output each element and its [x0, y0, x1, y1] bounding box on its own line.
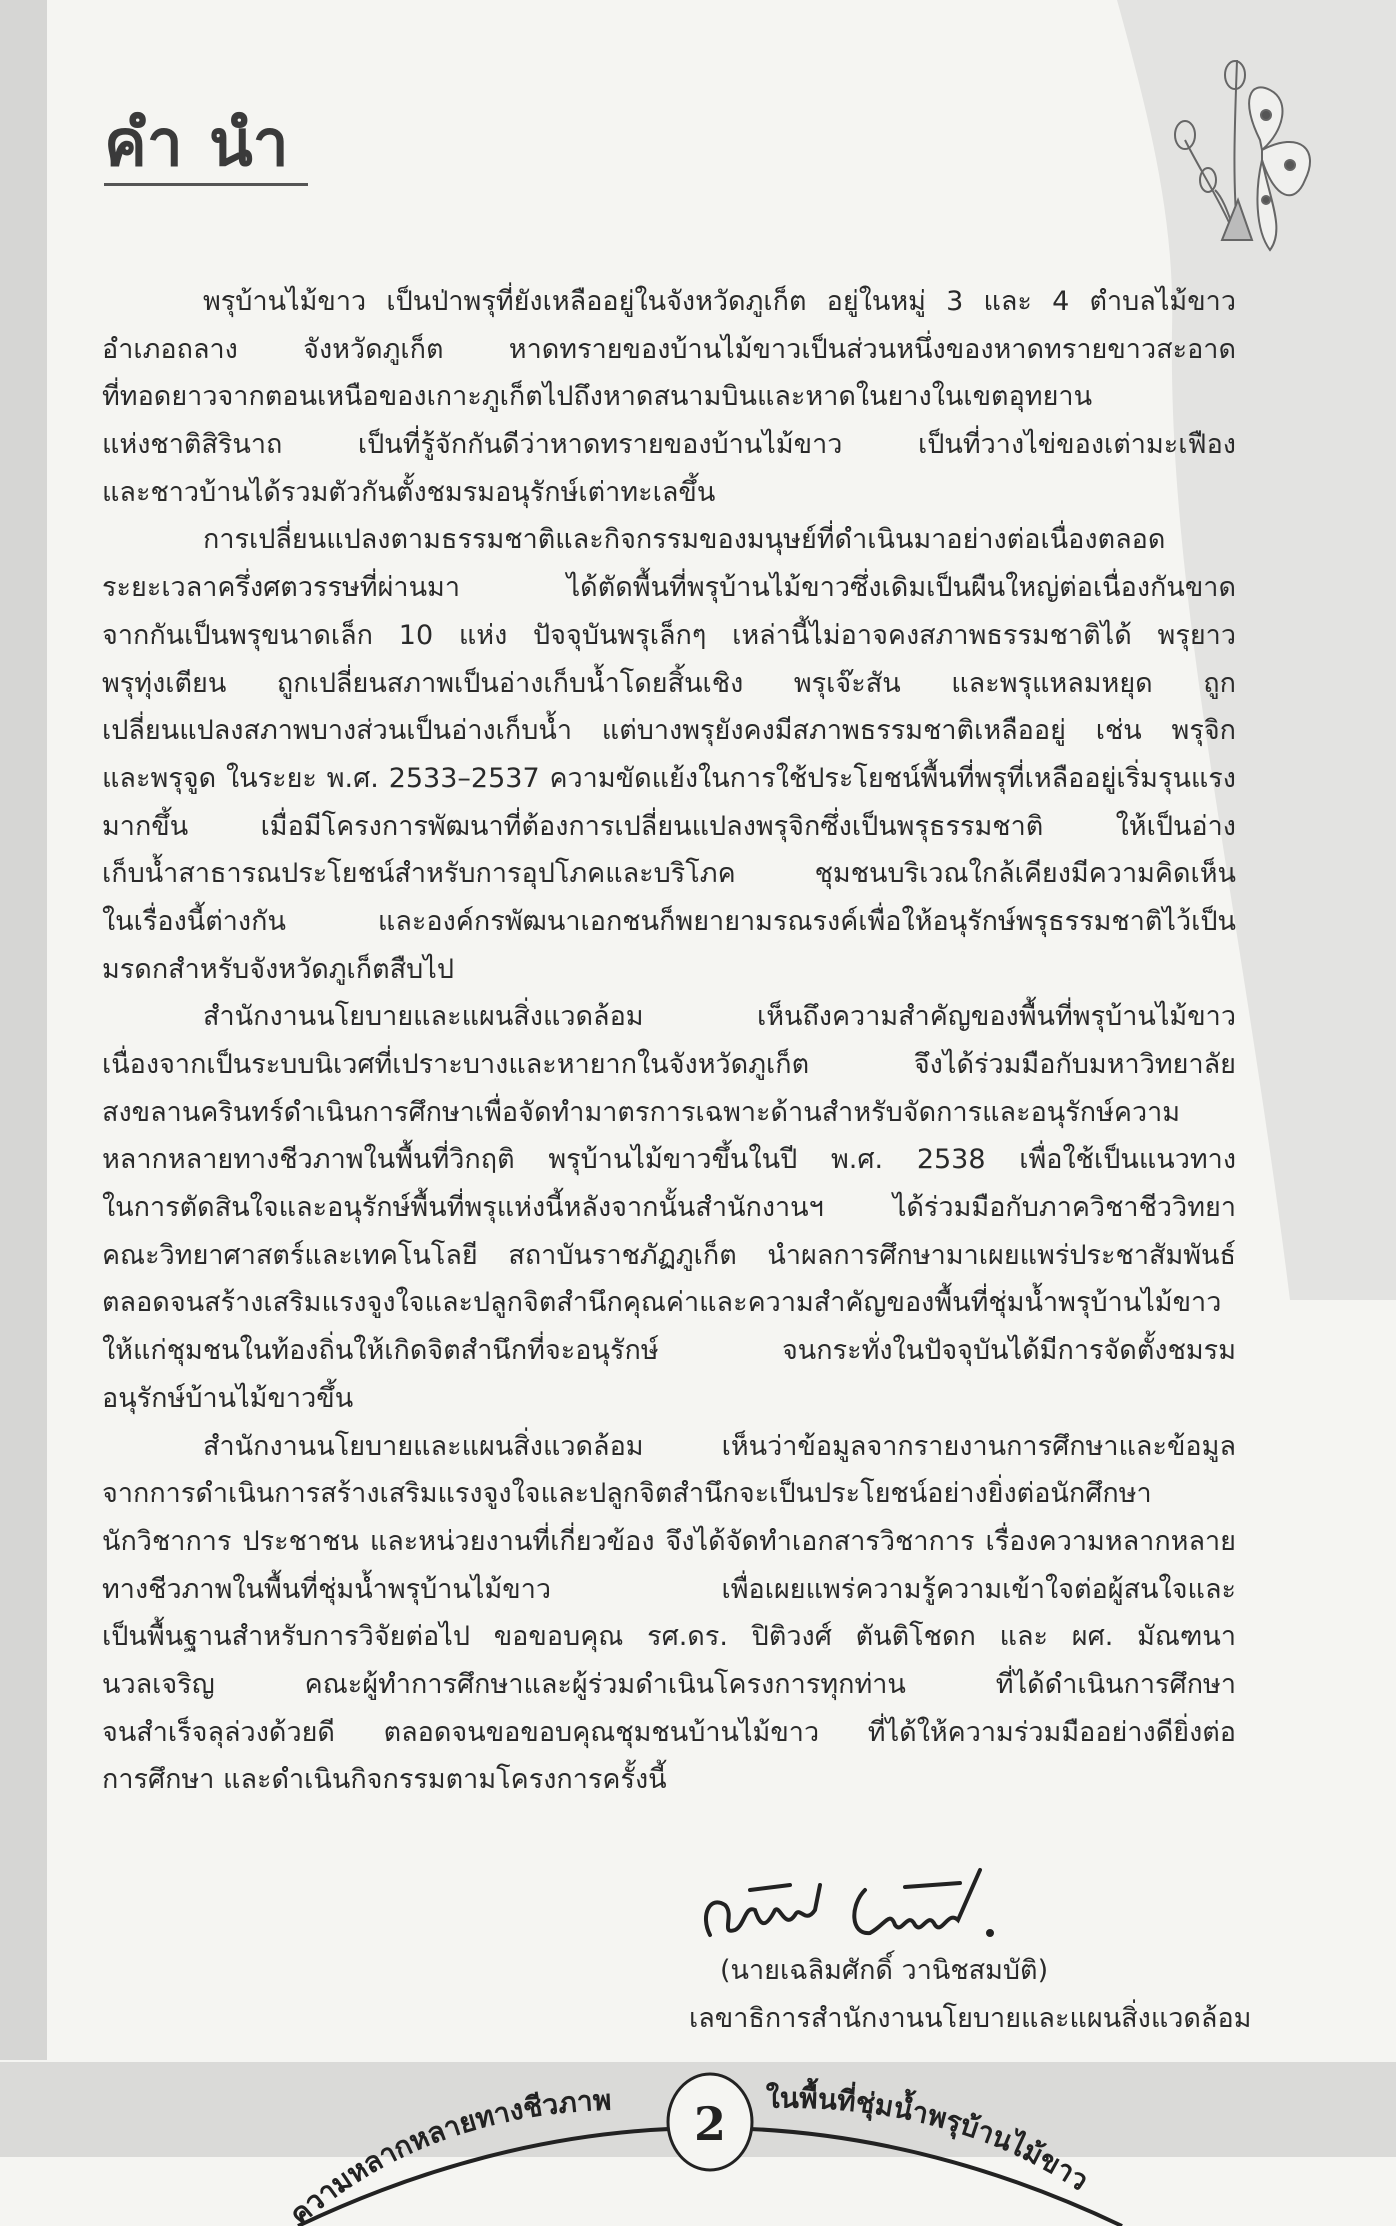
text-line: จนสำเร็จลุล่วงด้วยดี ตลอดจนขอขอบคุณชุมชนบ้านไม้ขาว ที่ได้ให้ความร่วมมืออย่างดียิ่งต่อ [102, 1716, 1236, 1748]
text-line: อนุรักษ์บ้านไม้ขาวขึ้น [102, 1382, 354, 1414]
signatory-position: เลขาธิการสำนักงานนโยบายและแผนสิ่งแวดล้อม [689, 2003, 1252, 2034]
text-line: หลากหลายทางชีวภาพในพื้นที่วิกฤติ พรุบ้านไม้ขาวขึ้นในปี พ.ศ. 2538 เพื่อใช้เป็นแนวทาง [102, 1144, 1236, 1176]
text-line: และพรุจูด ในระยะ พ.ศ. 2533–2537 ความขัดแย้งในการใช้ประโยชน์พื้นที่พรุที่เหลืออยู่เริ่มรุนแรง [102, 762, 1236, 794]
text-line: มรดกสำหรับจังหวัดภูเก็ตสืบไป [102, 953, 455, 985]
page-number: 2 [693, 2097, 727, 2151]
footer-right-text: ในพื้นที่ชุ่มน้ำพรุบ้านไม้ขาว [765, 2081, 1095, 2198]
footer-arc [0, 2040, 1396, 2226]
text-line: สงขลานครินทร์ดำเนินการศึกษาเพื่อจัดทำมาตรการเฉพาะด้านสำหรับจัดการและอนุรักษ์ความ [102, 1096, 1181, 1128]
text-line: มากขึ้น เมื่อมีโครงการพัฒนาที่ต้องการเปลี่ยนแปลงพรุจิกซึ่งเป็นพรุธรรมชาติ ให้เป็นอ่าง [102, 810, 1236, 842]
text-line: สำนักงานนโยบายและแผนสิ่งแวดล้อม เห็นถึงความสำคัญของพื้นที่พรุบ้านไม้ขาว [203, 1001, 1236, 1033]
text-line: แห่งชาติสิรินาถ เป็นที่รู้จักกันดีว่าหาดทรายของบ้านไม้ขาว เป็นที่วางไข่ของเต่ามะเฟือง [102, 429, 1236, 461]
left-gray-strip [0, 0, 47, 2060]
text-line: การศึกษา และดำเนินกิจกรรมตามโครงการครั้งนี้ [102, 1764, 667, 1796]
text-line: เก็บน้ำสาธารณประโยชน์สำหรับการอุปโภคและบริโภค ชุมชนบริเวณใกล้เคียงมีความคิดเห็น [102, 858, 1236, 890]
text-line: นวลเจริญ คณะผู้ทำการศึกษาและผู้ร่วมดำเนินโครงการทุกท่าน ที่ได้ดำเนินการศึกษา [102, 1668, 1236, 1700]
title-underline [104, 183, 308, 186]
text-line: เนื่องจากเป็นระบบนิเวศที่เปราะบางและหายากในจังหวัดภูเก็ต จึงได้ร่วมมือกับมหาวิทยาลัย [102, 1049, 1236, 1080]
text-line: ตลอดจนสร้างเสริมแรงจูงใจและปลูกจิตสำนึกคุณค่าและความสำคัญของพื้นที่ชุ่มน้ำพรุบ้านไม้ขาว [102, 1287, 1222, 1319]
text-line: ในเรื่องนี้ต่างกัน และองค์กรพัฒนาเอกชนก็พยายามรณรงค์เพื่อให้อนุรักษ์พรุธรรมชาติไว้เป็น [102, 905, 1236, 937]
text-line: จากการดำเนินการสร้างเสริมแรงจูงใจและปลูกจิตสำนึกจะเป็นประโยชน์อย่างยิ่งต่อนักศึกษา [102, 1478, 1152, 1510]
text-line: นักวิชาการ ประชาชน และหน่วยงานที่เกี่ยวข้อง จึงได้จัดทำเอกสารวิชาการ เรื่องความหลากหลาย [102, 1525, 1236, 1557]
page-title: คำ นำ [104, 107, 291, 181]
text-line: จากกันเป็นพรุขนาดเล็ก 10 แห่ง ปัจจุบันพรุเล็กๆ เหล่านี้ไม่อาจคงสภาพธรรมชาติได้ พรุยาว [102, 619, 1236, 651]
signatory-name: (นายเฉลิมศักดิ์ วานิชสมบัติ) [720, 1955, 1049, 1986]
text-line: การเปลี่ยนแปลงตามธรรมชาติและกิจกรรมของมนุษย์ที่ดำเนินมาอย่างต่อเนื่องตลอด [203, 524, 1166, 556]
text-line: ให้แก่ชุมชนในท้องถิ่นให้เกิดจิตสำนึกที่จะอนุรักษ์ จนกระทั่งในปัจจุบันได้มีการจัดตั้งชมรม [102, 1335, 1236, 1367]
text-line: คณะวิทยาศาสตร์และเทคโนโลยี สถาบันราชภัฏภูเก็ต นำผลการศึกษามาเผยแพร่ประชาสัมพันธ์ [102, 1239, 1236, 1271]
text-line: ที่ทอดยาวจากตอนเหนือของเกาะภูเก็ตไปถึงหาดสนามบินและหาดในยางในเขตอุทยาน [102, 381, 1093, 413]
text-line: เปลี่ยนแปลงสภาพบางส่วนเป็นอ่างเก็บน้ำ แต่บางพรุยังคงมีสภาพธรรมชาติเหลืออยู่ เช่น พรุจิก [102, 715, 1236, 747]
footer-left-text: ความหลากหลายทางชีวภาพ [282, 2083, 612, 2226]
foreword-body [102, 278, 1236, 1804]
text-line: สำนักงานนโยบายและแผนสิ่งแวดล้อม เห็นว่าข้อมูลจากรายงานการศึกษาและข้อมูล [203, 1430, 1236, 1462]
text-line: ระยะเวลาครึ่งศตวรรษที่ผ่านมา ได้ตัดพื้นที่พรุบ้านไม้ขาวซึ่งเดิมเป็นผืนใหญ่ต่อเนื่องกันขาด [102, 572, 1236, 604]
text-line: อำเภอถลาง จังหวัดภูเก็ต หาดทรายของบ้านไม้ขาวเป็นส่วนหนึ่งของหาดทรายขาวสะอาด [102, 333, 1236, 365]
text-line: พรุทุ่งเตียน ถูกเปลี่ยนสภาพเป็นอ่างเก็บน้ำโดยสิ้นเชิง พรุเจ๊ะสัน และพรุแหลมหยุด ถูก [102, 667, 1236, 699]
text-line: เป็นพื้นฐานสำหรับการวิจัยต่อไป ขอขอบคุณ รศ.ดร. ปิติวงศ์ ตันติโชดก และ ผศ. มัณฑนา [102, 1621, 1236, 1653]
text-line: ในการตัดสินใจและอนุรักษ์พื้นที่พรุแห่งนี้หลังจากนั้นสำนักงานฯ ได้ร่วมมือกับภาควิชาชีววิทยา [102, 1192, 1236, 1224]
text-line: ทางชีวภาพในพื้นที่ชุ่มน้ำพรุบ้านไม้ขาว เพื่อเผยแพร่ความรู้ความเข้าใจต่อผู้สนใจและ [102, 1573, 1236, 1605]
text-line: พรุบ้านไม้ขาว เป็นป่าพรุที่ยังเหลืออยู่ในจังหวัดภูเก็ต อยู่ในหมู่ 3 และ 4 ตำบลไม้ขาว [203, 286, 1236, 317]
handwritten-signature [690, 1865, 1110, 1955]
text-line: และชาวบ้านได้รวมตัวกันตั้งชมรมอนุรักษ์เต่าทะเลขึ้น [102, 476, 716, 508]
